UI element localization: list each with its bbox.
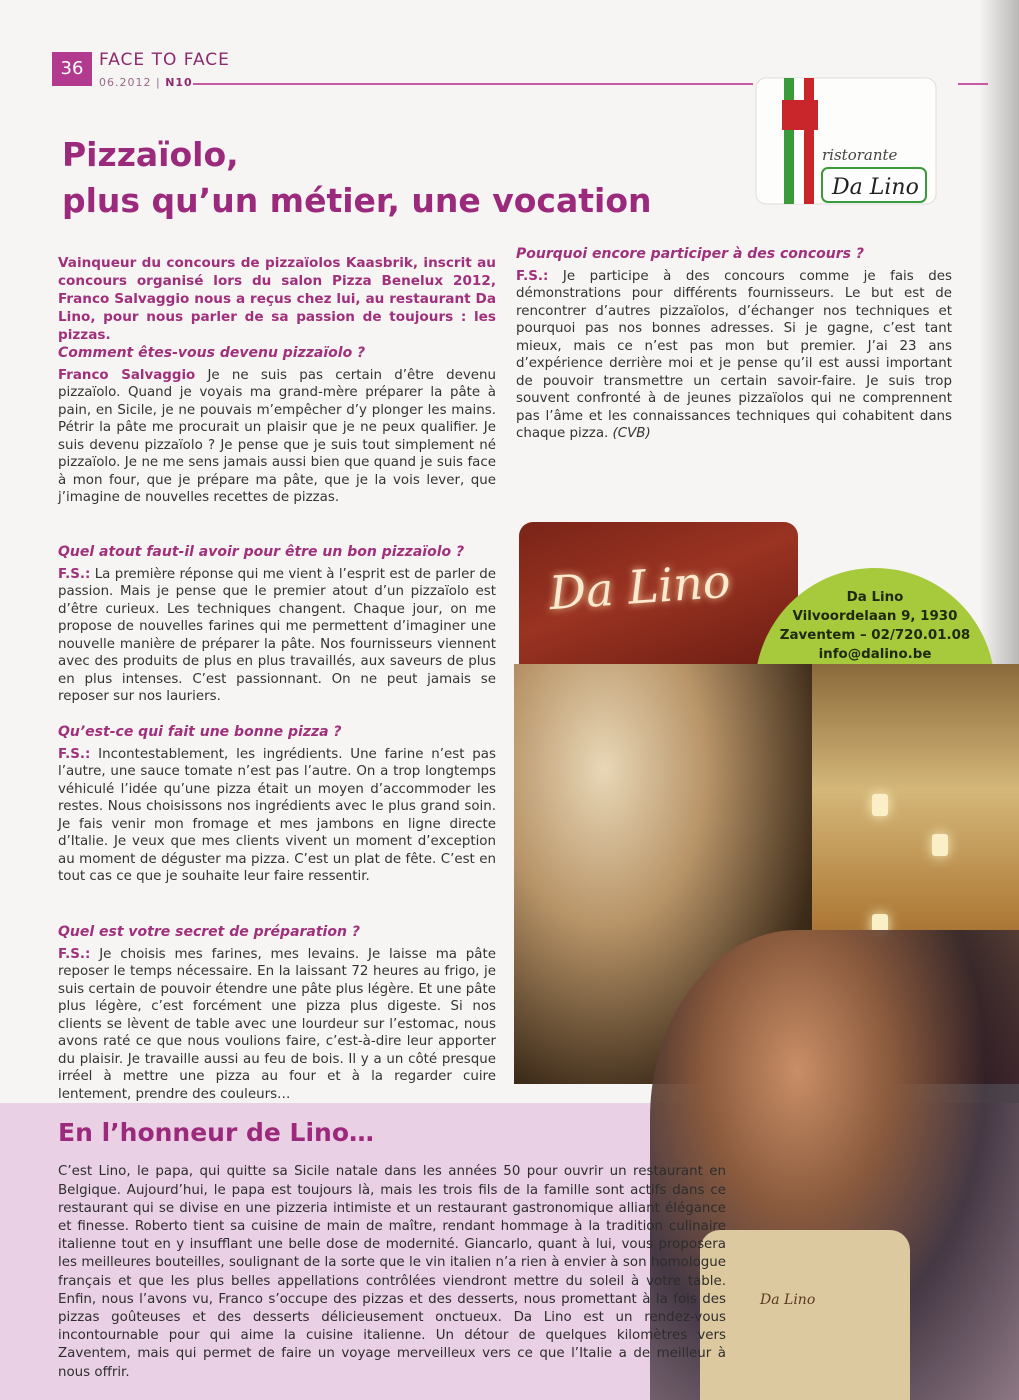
question-5: Pourquoi encore participer à des concours ? (516, 246, 864, 262)
answer-3-text: Incontestablement, les ingrédients. Une farine n’est pas l’autre, une sauce tomate n’est pas l’autre. On a trop longtemps véhiculé l’idée qu’une pizza était un moyen d’accommoder les restes. Nous choisissons nos ingrédients avec le plus grand soin. Je fais venir mon fromage et mes jambons en ligne directe d’Italie. Je veux que mes clients vivent un moment d’exception au moment de déguster ma pizza. C’est un plat de fête. C’est en tout cas ce que je souhaite leur faire ressentir. (58, 746, 496, 884)
restaurant-logo (752, 72, 942, 212)
answer-4 (58, 946, 496, 1104)
issue-number: N10 (165, 76, 193, 89)
qa-block-2 (58, 544, 496, 706)
answer-1-text: Je ne suis pas certain d’être devenu pizzaïolo. Quand je voyais ma grand-mère préparer la pâte à pain, en Sicile, je ne pouvais m’empêcher d’y plonger les mains. Pétrir la pâte me procurait un plaisir que je ne peux qualifier. Je suis devenu pizzaïolo ? Je pense que je suis tout simplement né pizzaïolo. Je ne me sens jamais aussi bien que quand je suis face à mon four, que je prépare ma pâte, que je la vois lever, que j’imagine de nouvelles recettes de pizzas. (58, 367, 497, 505)
logo-script-text: ristorante (822, 146, 898, 164)
qa-block-5 (516, 246, 952, 443)
answer-4-text: Je choisis mes farines, mes levains. Je laisse ma pâte reposer le temps nécessaire. En la laissant 72 heures au frigo, je suis certain de pouvoir étendre une pâte plus légère. Et une pâte plus légère, c’est forcément une pizza plus digeste. Si nos clients se lèvent de table avec une lourdeur sur l’estomac, nous avons raté ce que nous voulions faire, c’est-à-dire leur apporter du plaisir. Je travaille aussi au feu de bois. Il y a un côté presque irréel à mettre une pizza au four et à la regarder cuire lentement, prendre des couleurs… (58, 946, 496, 1102)
honour-text: C’est Lino, le papa, qui quitte sa Sicile natale dans les années 50 pour ouvrir un restaurant en Belgique. Aujourd’hui, le papa est toujours là, mais les trois fils de la famille sont actifs dans ce restaurant qui se divise en une pizzeria intimiste et un restaurant gastronomique alliant élégance et finesse. Roberto tient sa cuisine de main de maître, rendant hommage à la tradition culinaire italienne tout en y insufflant une belle dose de modernité. Giancarlo, quant à lui, vous proposera les meilleures bouteilles, soulignant de la sorte que le vin italien n’a rien à envier à son homologue français et que les plus belles appellations contrôlées viendront mettre du soleil à votre table. Enfin, nous l’avons vu, Franco s’occupe des pizzas et des desserts, nous promettant à la fois des pizzas goûteuses et des desserts délicieusement onctueux. Da Lino est un rendez-vous incontournable pour qui aime la cuisine italienne. Un détour de quelques kilomètres vers Zaventem, mais qui permet de faire un voyage merveilleux vers ce que l’Italie a de meilleur à nous offrir. (58, 1164, 726, 1380)
issue-date: 06.2012 | (99, 76, 166, 89)
answer-2-text: La première réponse qui me vient à l’esprit est de parler de passion. Mais je pense que le premier atout d’un pizzaïolo est d’être curieux. Les techniques changent. Chaque jour, on me propose de nouvelles farines qui me permettent d’imaginer une nouvelle manière de préparer la pâte. Nos fournisseurs viennent avec des produits de plus en plus travaillés, aux saveurs de plus en plus intenses. C’est passionnant. On ne peut jamais se reposer sur nos lauriers. (58, 566, 496, 704)
wall-lamp (932, 834, 948, 856)
qa-block-4 (58, 924, 496, 1103)
logo-name-text: Da Lino (832, 175, 919, 200)
qa-block-1 (58, 345, 496, 507)
contact-email: info@dalino.be (818, 647, 932, 662)
question-1: Comment êtes-vous devenu pizzaïolo ? (58, 345, 366, 361)
page-number: 36 (52, 52, 92, 86)
question-2: Quel atout faut-il avoir pour être un bon pizzaïolo ? (58, 544, 465, 560)
title-line-1: Pizzaïolo, (62, 135, 239, 174)
apron (700, 1230, 910, 1400)
honour-title: En l’honneur de Lino… (58, 1118, 375, 1147)
author-signature: (CVB) (612, 426, 651, 441)
answer-2 (58, 566, 496, 706)
answer-3-speaker: F.S.: (58, 746, 91, 762)
article-title (62, 132, 762, 224)
wall-lamp (872, 794, 888, 816)
contact-street: Vilvoordelaan 9, 1930 (792, 609, 958, 624)
contact-city-phone: Zaventem – 02/720.01.08 (779, 628, 971, 643)
answer-1-speaker: Franco Salvaggio (58, 367, 196, 383)
header-rule-end (958, 83, 988, 85)
question-3: Qu’est-ce qui fait une bonne pizza ? (58, 724, 342, 740)
question-4: Quel est votre secret de préparation ? (58, 924, 360, 940)
answer-5 (516, 268, 952, 443)
contact-info (755, 588, 995, 664)
header-rule (193, 83, 753, 85)
answer-5-speaker: F.S.: (516, 268, 549, 284)
issue-info (99, 76, 193, 89)
answer-3 (58, 746, 496, 886)
answer-1 (58, 367, 496, 507)
apron-logo-text: Da Lino (760, 1292, 816, 1308)
answer-4-speaker: F.S.: (58, 946, 91, 962)
sign-text: Da Lino (547, 553, 733, 621)
answer-2-speaker: F.S.: (58, 566, 91, 582)
qa-block-3 (58, 724, 496, 886)
section-label: FACE TO FACE (99, 50, 230, 70)
title-line-2: plus qu’un métier, une vocation (62, 181, 652, 220)
article-intro: Vainqueur du concours de pizzaïolos Kaasbrik, inscrit au concours organisé lors du salon Pizza Benelux 2012, Franco Salvaggio nous a reçus chez lui, au restaurant Da Lino, pour nous parler de sa passion de toujours : les pizzas. (58, 254, 496, 343)
answer-5-text: Je participe à des concours comme je fais des démonstrations pour différents fournisseurs. Le but est de rencontrer d’autres pizzaïolos, d’échanger nos techniques et pourquoi pas nos bonnes adresses. Si je gagne, c’est tant mieux, mais ce n’est pas mon but premier. J’ai 23 ans d’expérience derrière moi et je pense qu’il est aussi important de pouvoir transmettre un certain savoir-faire. Je suis trop souvent confronté à de jeunes pizzaïolos qui ne comprennent pas l’âme et les connaissances techniques qui cohabitent dans chaque pizza. (516, 268, 952, 441)
contact-name: Da Lino (846, 590, 904, 605)
